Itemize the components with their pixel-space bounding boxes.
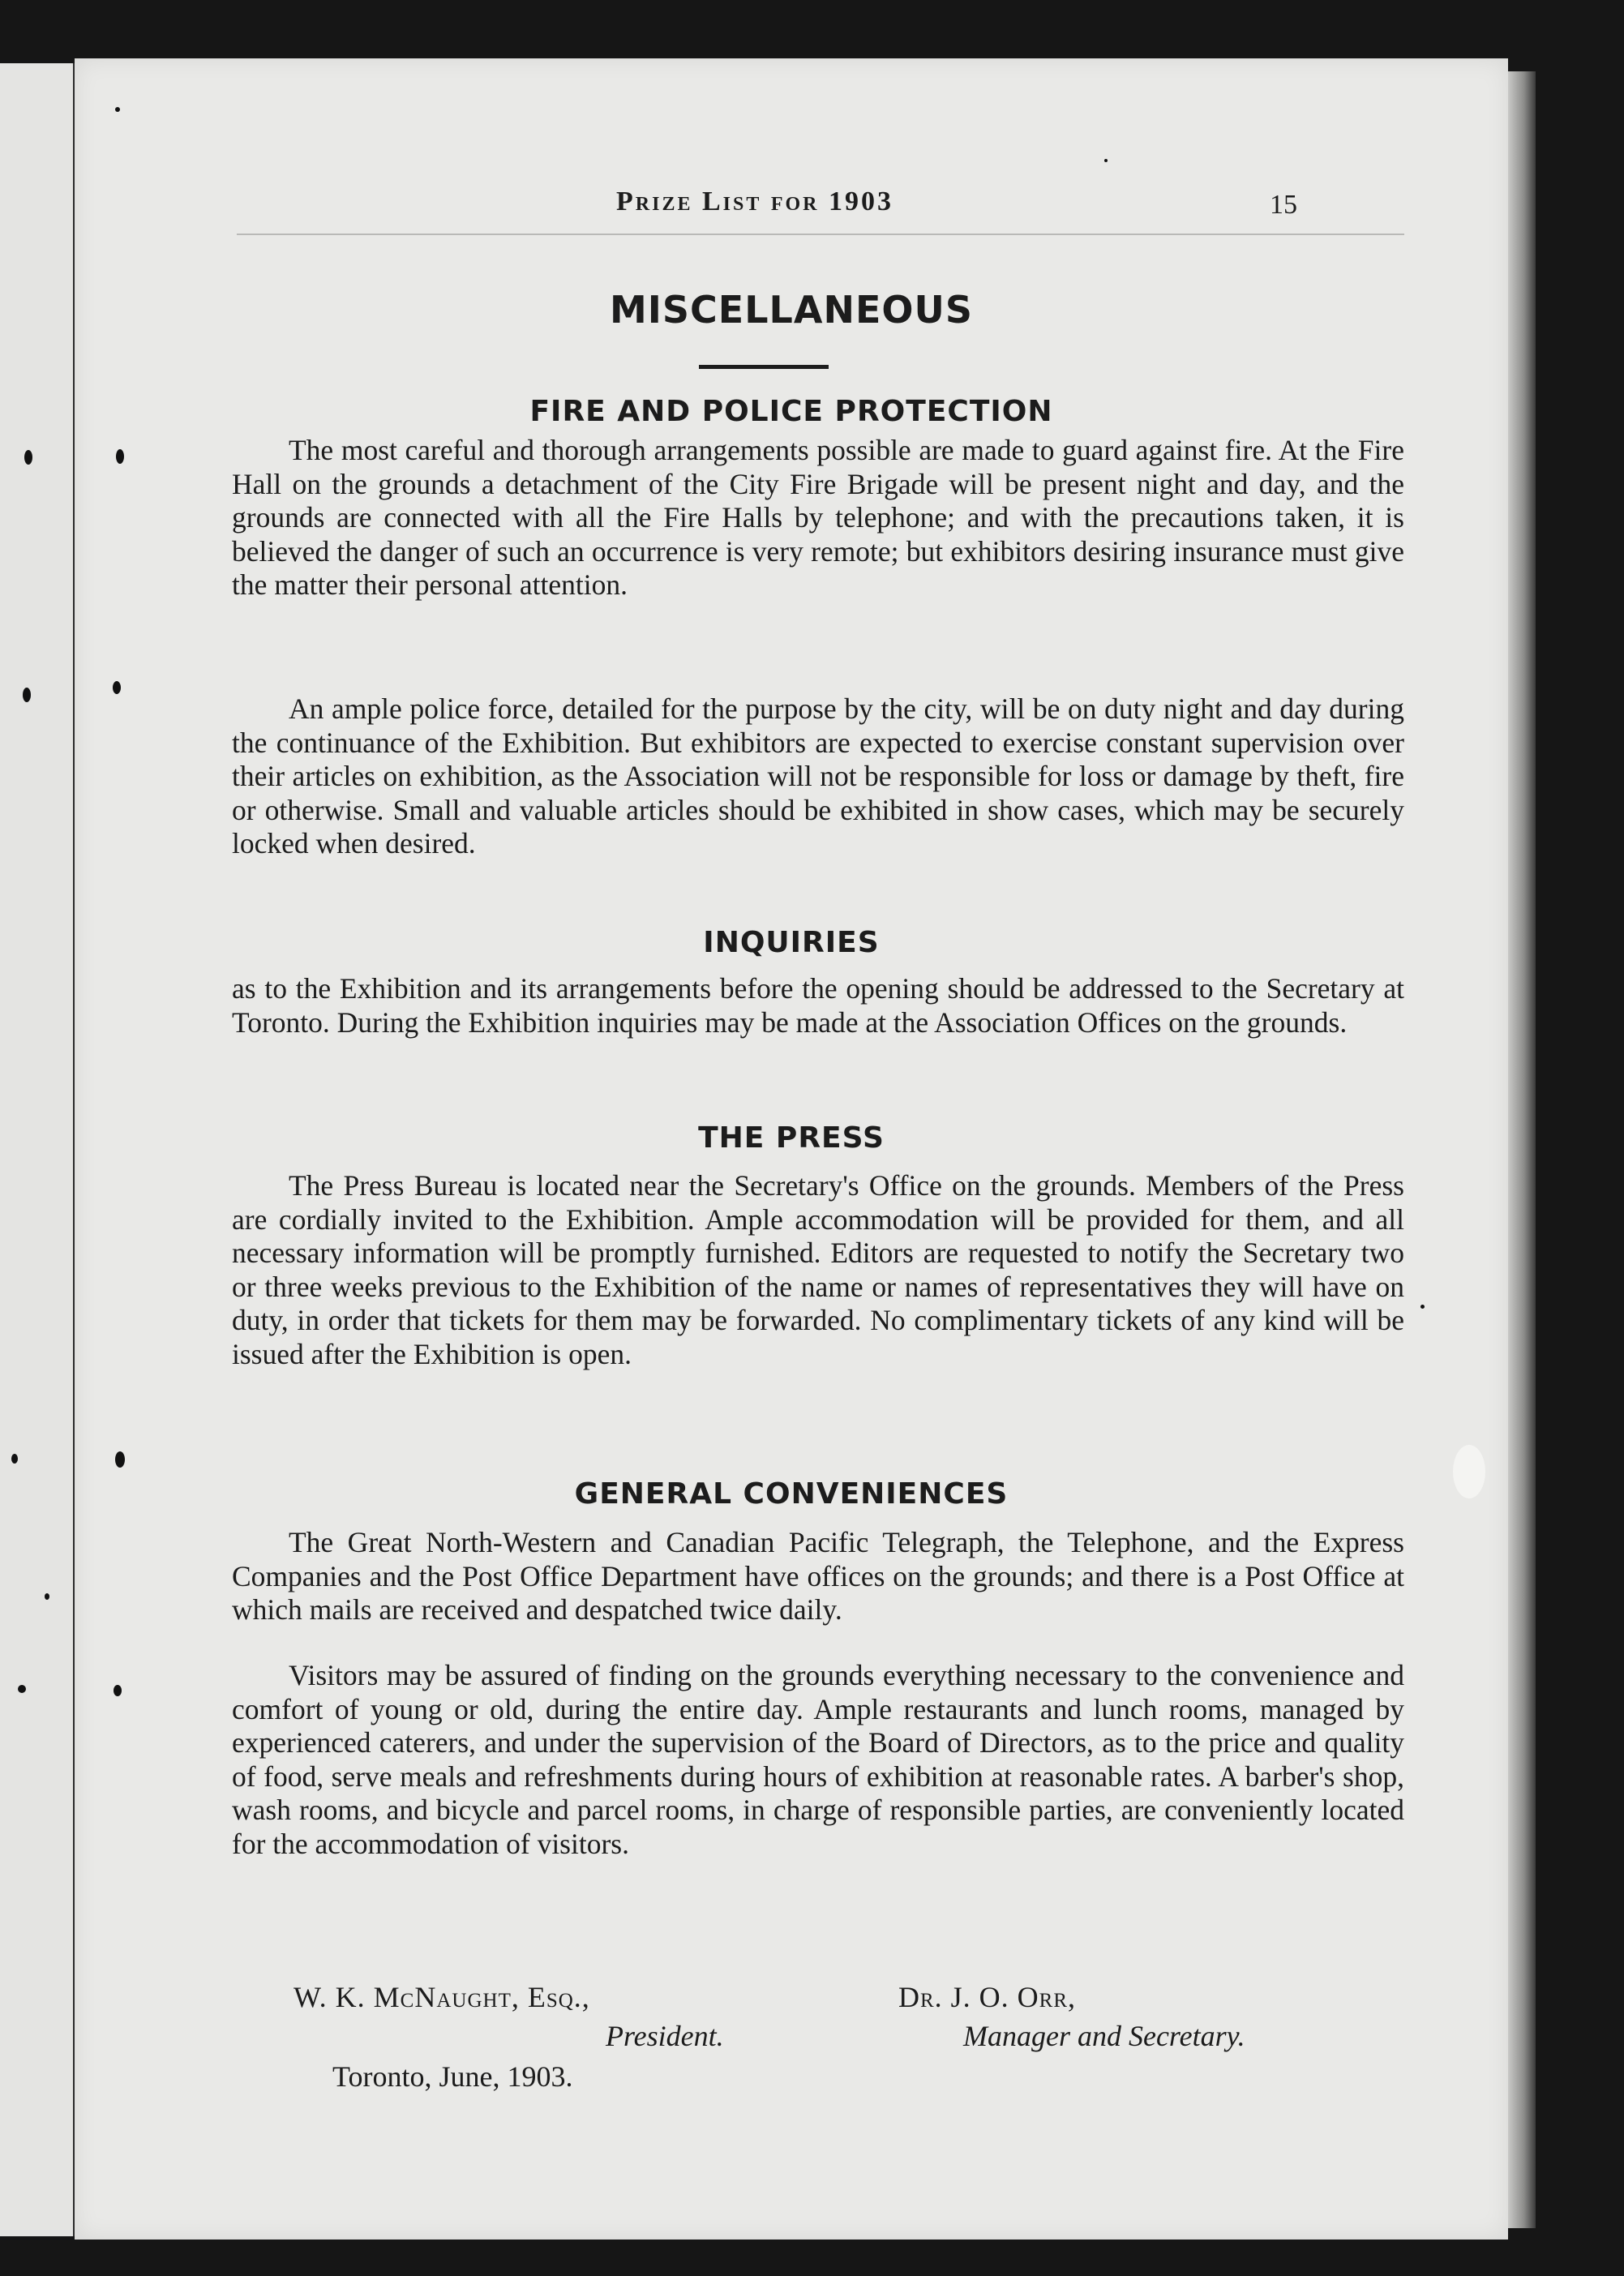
scan-speck: [23, 688, 31, 702]
signature-secretary-name: Dr. J. O. Orr,: [898, 1981, 1077, 2013]
running-header: [75, 186, 1508, 235]
scan-speck: [114, 1685, 122, 1696]
scan-speck: [115, 1451, 125, 1468]
paragraph-telegraph: The Great North-Western and Canadian Pacific Telegraph, the Telephone, and the Express Companies and the Post Office Department have offices on the grounds; and there is a Post Office at which mails are received and despatched twice daily.: [232, 1526, 1404, 1627]
signature-president-title: President.: [606, 2020, 724, 2052]
scan-speck: [116, 449, 124, 464]
heading-press: THE PRESS: [698, 1121, 885, 1155]
page-binding-shadow: [1506, 71, 1536, 2228]
scan-speck: [1104, 159, 1108, 162]
page-number: 15: [1270, 190, 1297, 220]
document-page: [75, 58, 1508, 2240]
scan-speck: [1420, 1305, 1425, 1309]
heading-fire-police: FIRE AND POLICE PROTECTION: [529, 395, 1053, 428]
paragraph-fire: The most careful and thorough arrangements possible are made to guard against fire. At the Fire Hall on the grounds a detachment of the City Fire Brigade will be present night and day, and the grounds are connected with all the Fire Halls by telephone; and with the precautions taken, it is believed the danger of such an occurrence is very remote; but exhibitors desiring insurance must give the matter their personal attention.: [232, 434, 1404, 602]
paragraph-inquiries: as to the Exhibition and its arrangements before the opening should be addressed to the Secretary at Toronto. During the Exhibition inquiries may be made at the Association Offices on the grounds.: [232, 972, 1404, 1039]
paragraph-press: The Press Bureau is located near the Secretary's Office on the grounds. Members of the Press are cordially invited to the Exhibition. Ample accommodation will be provided for them, and all necessary information will be promptly furnished. Editors are requested to notify the Secretary two or three weeks previous to the Exhibition of the name or names of representatives they will have on duty, in order that tickets for them may be forwarded. No complimentary tickets of any kind will be issued after the Exhibition is open.: [232, 1169, 1404, 1370]
scan-speck: [24, 450, 32, 465]
heading-inquiries: INQUIRIES: [703, 926, 880, 959]
scan-speck: [11, 1454, 18, 1464]
scan-speck: [113, 681, 121, 694]
heading-general-conveniences: GENERAL CONVENIENCES: [574, 1477, 1009, 1511]
running-head-title: Prize List for 1903: [616, 186, 893, 216]
facing-page-edge: [0, 63, 75, 2236]
scan-speck: [115, 107, 120, 112]
paragraph-visitors: Visitors may be assured of finding on the grounds everything necessary to the convenience and comfort of young or old, during the entire day. Ample restaurants and lunch rooms, managed by experienced caterers, and under the supervision of the Board of Directors, as to the price and quality of food, serve meals and refreshments during hours of exhibition at reasonable rates. A barber's shop, wash rooms, and bicycle and parcel rooms, in charge of responsible parties, are conveniently located for the accommodation of visitors.: [232, 1659, 1404, 1860]
scan-speck: [45, 1593, 49, 1600]
header-rule: [237, 234, 1404, 235]
scan-speck: [18, 1685, 26, 1693]
dateline: Toronto, June, 1903.: [332, 2060, 573, 2093]
paragraph-police: An ample police force, detailed for the purpose by the city, will be on duty night and day during the continuance of the Exhibition. But exhibitors are expected to exercise constant supervision over their articles on exhibition, as the Association will not be responsible for loss or damage by theft, fire or otherwise. Small and valuable articles should be exhibited in show cases, which may be securely locked when desired.: [232, 692, 1404, 860]
title-rule: [699, 365, 829, 369]
signature-president-name: W. K. McNaught, Esq.,: [294, 1981, 590, 2013]
signature-secretary-title: Manager and Secretary.: [963, 2020, 1245, 2052]
page-title: MISCELLANEOUS: [610, 288, 973, 332]
